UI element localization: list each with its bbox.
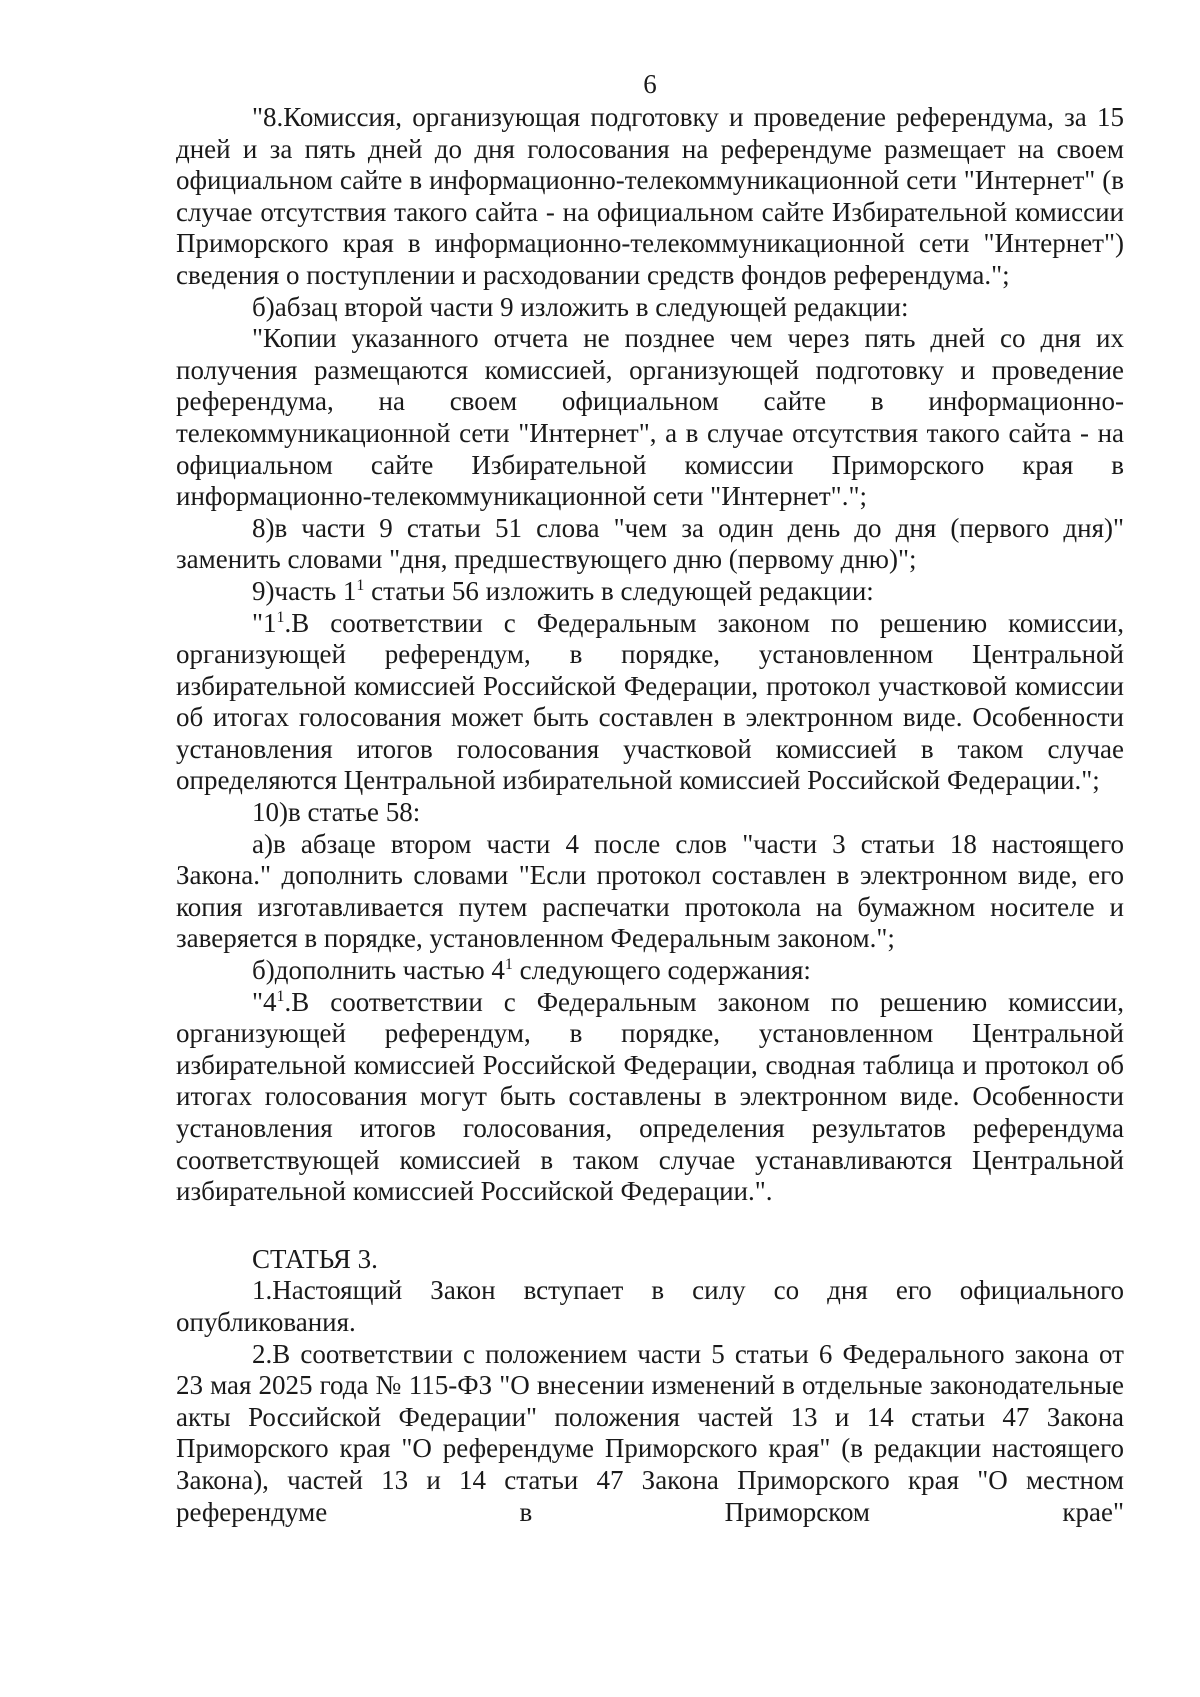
page-number: 6 — [643, 69, 657, 99]
superscript: 1 — [276, 608, 285, 626]
paragraph-text: .В соответствии с Федеральным законом по решению комиссии, организующей референдум, в порядке, установленном Центральной избирательной комиссией Российской Федерации, протокол участковой комиссии об итогах голосования может быть составлен в электронном виде. Особенности установления итогов голосования участковой комиссией в таком случае определяются Центральной избирательной комиссией Российской Федерации."; — [176, 607, 1124, 796]
paragraph — [176, 955, 1124, 987]
paragraph-text: б)дополнить частью 4 — [252, 955, 505, 986]
paragraph: 2.В соответствии с положением части 5 статьи 6 Федерального закона от 23 мая 2025 года № 115-ФЗ "О внесении изменений в отдельные законодательные акты Российской Федерации" положения частей 13 и 14 статьи 47 Закона Приморского края "О референдуме Приморского края" (в редакции настоящего Закона), частей 13 и 14 статьи 47 Закона Приморского края "О местном референдуме в Приморском крае" — [176, 1338, 1124, 1527]
paragraph-text: .В соответствии с Федеральным законом по решению комиссии, организующей референдум, в порядке, установленном Центральной избирательной комиссией Российской Федерации, сводная таблица и протокол об итогах голосования могут быть составлены в электронном виде. Особенности установления итогов голосования, определения результатов референдума соответствующей комиссией в таком случае устанавливаются Центральной избирательной комиссией Российской Федерации.". — [176, 986, 1124, 1207]
paragraph-text: "1 — [252, 607, 277, 638]
paragraph — [176, 608, 1124, 798]
paragraph: "Копии указанного отчета не позднее чем через пять дней со дня их получения размещаются комиссией, организующей подготовку и проведение референдума, на своем официальном сайте в информационно-телекоммуникационной сети "Интернет", а в случае отсутствия такого сайта - на официальном сайте Избирательной комиссии Приморского края в информационно-телекоммуникационной сети "Интернет"."; — [176, 323, 1124, 512]
paragraph-text: "4 — [252, 986, 277, 1017]
superscript: 1 — [504, 956, 513, 974]
section-spacer — [176, 1208, 1124, 1216]
paragraph-text: статьи 56 изложить в следующей редакции: — [364, 575, 874, 606]
paragraph: 10)в статье 58: — [252, 797, 421, 828]
paragraph — [176, 987, 1124, 1208]
paragraph-text: следующего содержания: — [512, 955, 811, 986]
paragraph-text: 9)часть 1 — [252, 575, 357, 606]
paragraph: 8)в части 9 статьи 51 слова "чем за один день до дня (первого дня)" заменить словами "дня, предшествующего дню (первому дню)"; — [176, 512, 1124, 575]
paragraph: "8.Комиссия, организующая подготовку и проведение референдума, за 15 дней и за пять дней до дня голосования на референдуме размещает на своем официальном сайте в информационно-телекоммуникационной сети "Интернет" (в случае отсутствия такого сайта - на официальном сайте Избирательной комиссии Приморского края в информационно-телекоммуникационной сети "Интернет") сведения о поступлении и расходовании средств фондов референдума."; — [176, 102, 1124, 290]
superscript: 1 — [276, 987, 285, 1005]
superscript: 1 — [356, 576, 365, 594]
paragraph: 1.Настоящий Закон вступает в силу со дня его официального опубликования. — [176, 1275, 1124, 1337]
paragraph — [176, 576, 1124, 608]
document-body — [176, 102, 1124, 1528]
paragraph: б)абзац второй части 9 изложить в следующей редакции: — [252, 291, 909, 322]
article-heading: СТАТЬЯ 3. — [252, 1243, 378, 1274]
paragraph: а)в абзаце втором части 4 после слов "части 3 статьи 18 настоящего Закона." дополнить словами "Если протокол составлен в электронном виде, его копия изготавливается путем распечатки протокола на бумажном носителе и заверяется в порядке, установленном Федеральным законом."; — [176, 828, 1124, 954]
